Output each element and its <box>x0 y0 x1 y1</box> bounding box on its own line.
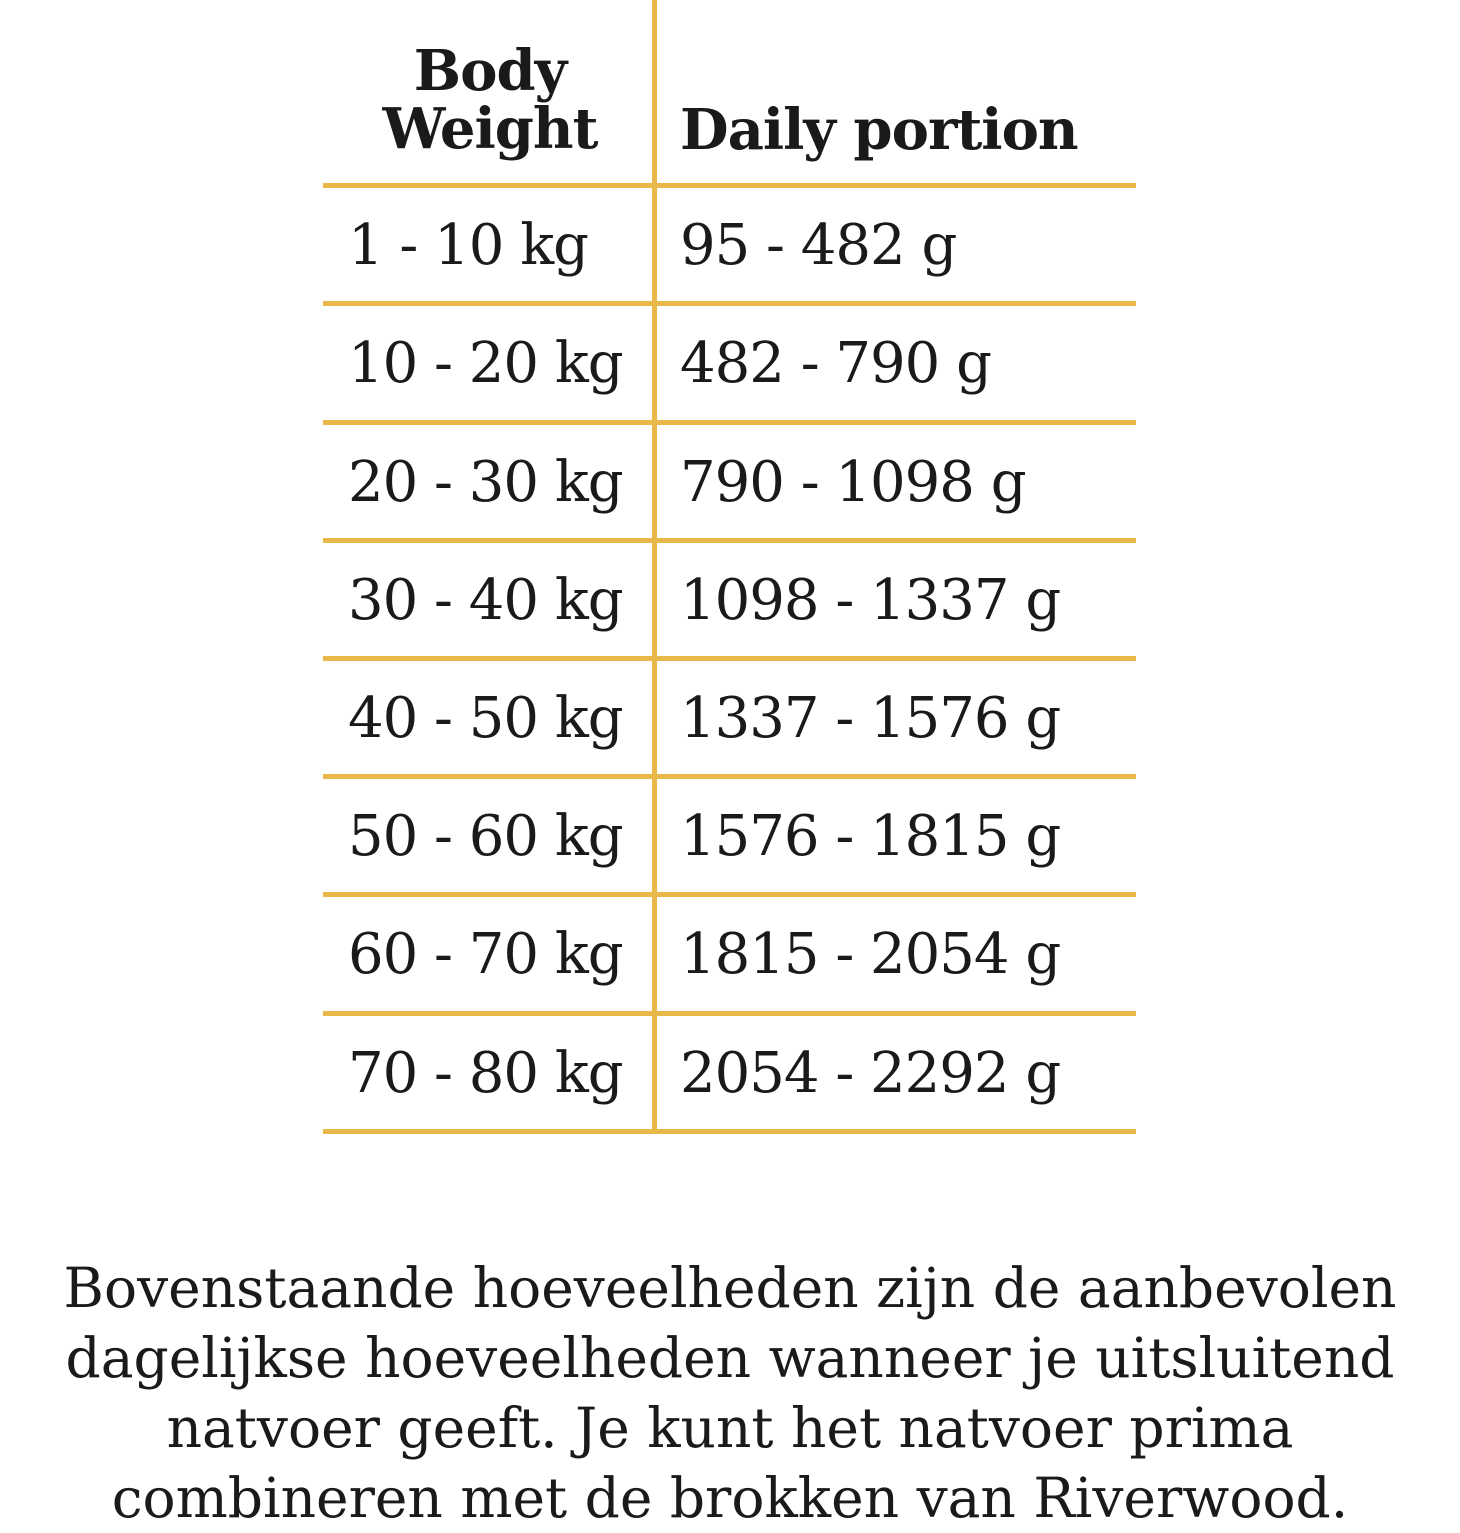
portion-cell: 1576 - 1815 g <box>680 804 1061 869</box>
portion-cell: 790 - 1098 g <box>680 450 1026 515</box>
weight-cell: 1 - 10 kg <box>348 213 588 278</box>
feeding-note: Bovenstaande hoeveelheden zijn de aanbevolen dagelijkse hoeveelheden wanneer je uitsluitend natvoer geeft. Je kunt het natvoer prima combineren met de brokken van Riverwood. <box>63 1256 1397 1530</box>
weight-cell: 50 - 60 kg <box>348 804 623 869</box>
portion-cell: 1337 - 1576 g <box>680 686 1061 751</box>
table-row <box>0 897 1460 1015</box>
header-body-weight-line2: Weight <box>382 96 598 162</box>
weight-cell: 70 - 80 kg <box>348 1041 623 1106</box>
portion-cell: 2054 - 2292 g <box>680 1041 1061 1106</box>
header-body-weight-line1: Body <box>413 38 567 104</box>
weight-cell: 10 - 20 kg <box>348 331 623 396</box>
table-row <box>0 543 1460 661</box>
header-daily-portion: Daily portion <box>680 97 1078 163</box>
table-row <box>0 425 1460 543</box>
portion-cell: 482 - 790 g <box>680 331 991 396</box>
portion-cell: 1815 - 2054 g <box>680 922 1061 987</box>
header-body-weight <box>350 38 630 162</box>
portion-cell: 95 - 482 g <box>680 213 957 278</box>
weight-cell: 20 - 30 kg <box>348 450 623 515</box>
table-row <box>0 306 1460 424</box>
weight-cell: 40 - 50 kg <box>348 686 623 751</box>
weight-cell: 30 - 40 kg <box>348 568 623 633</box>
portion-cell: 1098 - 1337 g <box>680 568 1061 633</box>
weight-cell: 60 - 70 kg <box>348 922 623 987</box>
table-row <box>0 1016 1460 1134</box>
table-bottom-rule <box>323 1129 1136 1134</box>
table-row <box>0 779 1460 897</box>
table-row <box>0 188 1460 306</box>
table-row <box>0 661 1460 779</box>
